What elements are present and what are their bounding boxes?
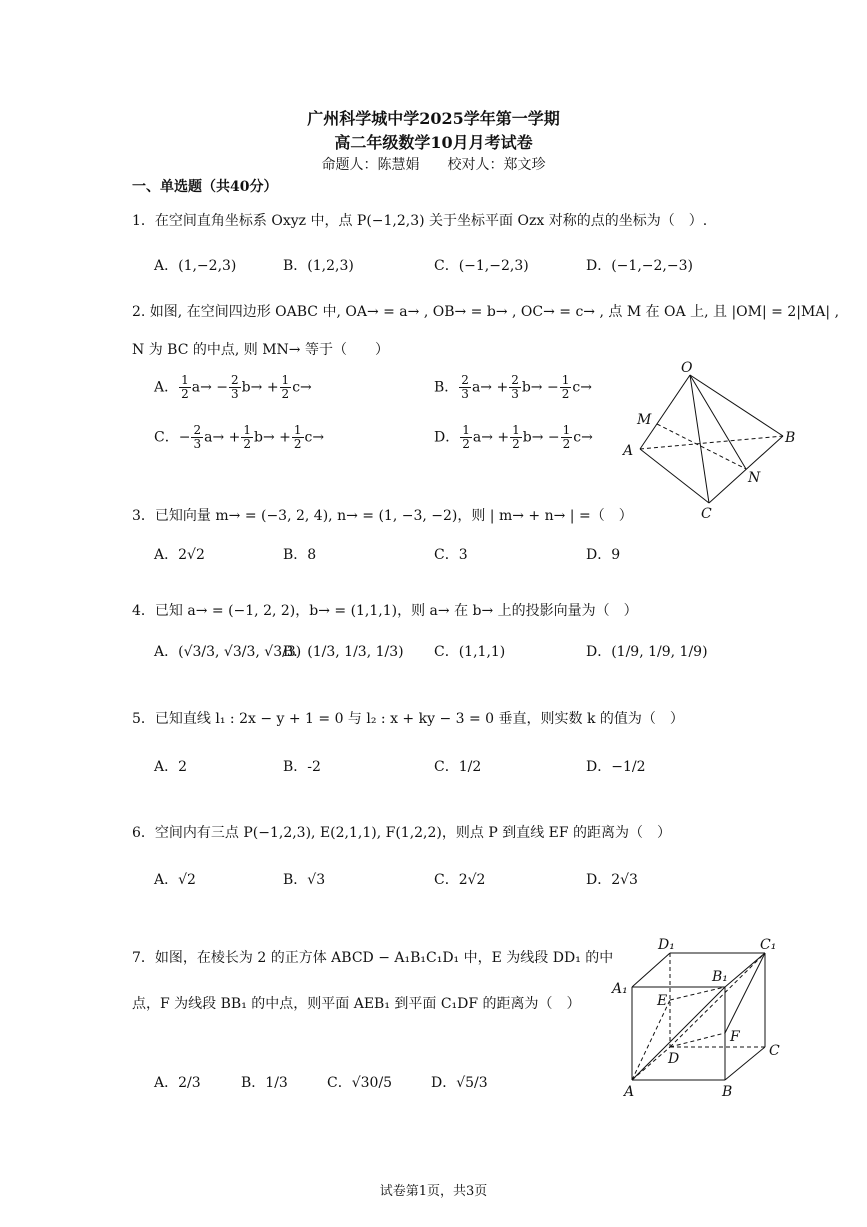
label-a: A xyxy=(624,1084,635,1100)
q3-stem: 3．已知向量 m→ = (−3, 2, 4), n→ = (1, −3, −2)，则 | m→ + n→ | =（ ） xyxy=(132,508,633,524)
label-c: C xyxy=(769,1043,780,1059)
q7-option-c: C．√30/5 xyxy=(327,1075,393,1091)
segment-dc1 xyxy=(670,953,765,1047)
label-c1: C₁ xyxy=(760,937,777,953)
q6-option-b: B．√3 xyxy=(283,872,326,888)
segment-df xyxy=(670,1033,725,1047)
authors-line: 命题人：陈慧娟 校对人：郑文珍 xyxy=(321,157,546,173)
q2-stem-line1: 2. 如图, 在空间四边形 OABC 中, OA→ = a→ , OB→ = b→ , OC→ = c→ , 点 M 在 OA 上, 且 |OM| = 2|MA| , xyxy=(132,304,840,320)
tetrahedron-figure xyxy=(615,358,805,520)
q4-option-d: D．(1/9, 1/9, 1/9) xyxy=(586,644,708,660)
q4-option-a: A．(√3/3, √3/3, √3/3) xyxy=(154,644,302,660)
q6-option-a: A．√2 xyxy=(154,872,196,888)
label-m: M xyxy=(637,412,652,428)
exam-title: 高二年级数学10月月考试卷 xyxy=(334,133,533,152)
q5-stem: 5．已知直线 l₁ : 2x − y + 1 = 0 与 l₂ : x + ky − 3 = 0 垂直，则实数 k 的值为（ ） xyxy=(132,711,684,727)
segment-eb1 xyxy=(670,987,725,1000)
label-c: C xyxy=(701,506,712,520)
label-f: F xyxy=(730,1029,740,1045)
q3-option-c: C．3 xyxy=(434,547,468,563)
label-d1: D₁ xyxy=(658,937,675,953)
q1-option-d: D．(−1,−2,−3) xyxy=(586,258,693,274)
cube-figure xyxy=(610,935,790,1100)
q7-stem-line2: 点，F 为线段 BB₁ 的中点，则平面 AEB₁ 到平面 C₁DF 的距离为（ ） xyxy=(132,996,581,1012)
label-e: E xyxy=(657,993,668,1009)
edge-oc xyxy=(690,375,709,503)
q5-option-d: D．−1/2 xyxy=(586,759,646,775)
edge-b1c1 xyxy=(725,953,765,987)
label-b1: B₁ xyxy=(712,969,728,985)
q3-option-d: D．9 xyxy=(586,547,621,563)
q7-stem-line1: 7．如图，在棱长为 2 的正方体 ABCD − A₁B₁C₁D₁ 中，E 为线段 DD₁ 的中 xyxy=(132,950,614,966)
q2-stem-line2: N 为 BC 的中点, 则 MN→ 等于（ ） xyxy=(132,342,389,358)
label-b: B xyxy=(785,430,796,446)
school-title: 广州科学城中学2025学年第一学期 xyxy=(307,109,560,128)
section-heading: 一、单选题（共40分） xyxy=(132,179,278,195)
segment-on xyxy=(690,375,746,469)
edge-ac xyxy=(640,449,709,503)
label-d: D xyxy=(668,1051,680,1067)
q6-option-d: D．2√3 xyxy=(586,872,638,888)
label-a: A xyxy=(623,443,634,459)
q6-stem: 6．空间内有三点 P(−1,2,3), E(2,1,1), F(1,2,2)，则点 P 到直线 EF 的距离为（ ） xyxy=(132,825,672,841)
page-footer: 试卷第1页，共3页 xyxy=(379,1184,488,1199)
q5-option-c: C．1/2 xyxy=(434,759,482,775)
label-n: N xyxy=(748,470,761,486)
edge-bc xyxy=(725,1047,765,1080)
q5-option-a: A．2 xyxy=(154,759,188,775)
edge-ob xyxy=(690,375,783,436)
segment-fc1 xyxy=(725,953,765,1033)
q2-option-c: C．− $\frac{2}{3}$ a→ + $\frac{1}{2}$ b→ + $\frac{1}{2}$ c→ xyxy=(154,423,325,451)
q7-option-a: A．2/3 xyxy=(154,1075,201,1091)
q4-stem: 4．已知 a→ = (−1, 2, 2)，b→ = (1,1,1)，则 a→ 在 b→ 上的投影向量为（ ） xyxy=(132,603,638,619)
q7-option-b: B．1/3 xyxy=(241,1075,288,1091)
edge-ad-hidden xyxy=(632,1047,670,1080)
q1-option-a: A．(1,−2,3) xyxy=(154,258,237,274)
q6-option-c: C．2√2 xyxy=(434,872,486,888)
segment-ae xyxy=(632,1000,670,1080)
q1-stem: 1．在空间直角坐标系 Oxyz 中，点 P(−1,2,3) 关于坐标平面 Ozx 对称的点的坐标为（ ）. xyxy=(132,213,708,229)
edge-a1d1 xyxy=(632,953,670,987)
q2-option-b: B． $\frac{2}{3}$ a→ + $\frac{2}{3}$ b→ − $\frac{1}{2}$ c→ xyxy=(434,373,592,401)
q2-option-d: D． $\frac{1}{2}$ a→ + $\frac{1}{2}$ b→ − $\frac{1}{2}$ c→ xyxy=(434,423,593,451)
q1-option-c: C．(−1,−2,3) xyxy=(434,258,529,274)
q3-option-b: B．8 xyxy=(283,547,317,563)
edge-bc xyxy=(709,436,783,503)
q7-option-d: D．√5/3 xyxy=(431,1075,488,1091)
q2-option-a: A． $\frac{1}{2}$ a→ − $\frac{2}{3}$ b→ + $\frac{1}{2}$ c→ xyxy=(154,373,312,401)
edge-ab-hidden xyxy=(640,436,783,449)
label-a1: A₁ xyxy=(612,981,628,997)
label-o: O xyxy=(681,360,693,376)
label-b: B xyxy=(722,1084,733,1100)
q1-option-b: B．(1,2,3) xyxy=(283,258,354,274)
q5-option-b: B．-2 xyxy=(283,759,321,775)
q3-option-a: A．2√2 xyxy=(154,547,205,563)
q4-option-c: C．(1,1,1) xyxy=(434,644,506,660)
q4-option-b: B．(1/3, 1/3, 1/3) xyxy=(283,644,404,660)
